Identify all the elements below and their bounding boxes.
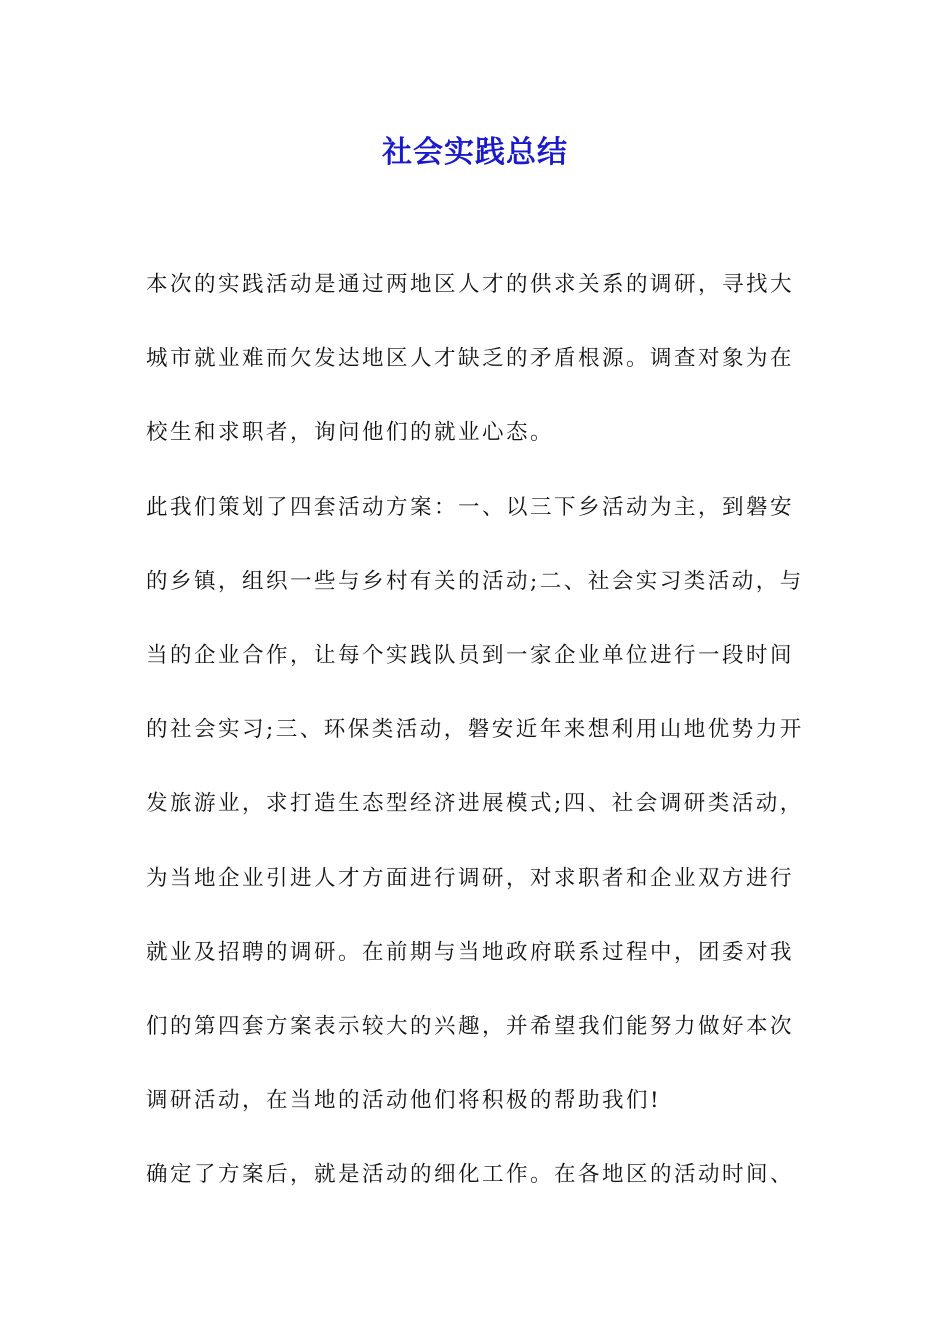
body-line: 们的第四套方案表示较大的兴趣，并希望我们能努力做好本次: [146, 1013, 795, 1039]
body-line: 确定了方案后，就是活动的细化工作。在各地区的活动时间、: [146, 1162, 795, 1188]
body-line: 调研活动，在当地的活动他们将积极的帮助我们!: [146, 1088, 662, 1114]
document-title: 社会实践总结: [382, 135, 568, 170]
body-line: 城市就业难而欠发达地区人才缺乏的矛盾根源。调查对象为在: [146, 346, 795, 372]
body-line: 的社会实习;三、环保类活动，磐安近年来想利用山地优势力开: [146, 717, 804, 743]
body-line: 为当地企业引进人才方面进行调研，对求职者和企业双方进行: [146, 865, 795, 891]
body-line: 就业及招聘的调研。在前期与当地政府联系过程中，团委对我: [146, 939, 795, 965]
body-line: 此我们策划了四套活动方案：一、以三下乡活动为主，到磐安: [146, 494, 795, 520]
body-line: 当的企业合作，让每个实践队员到一家企业单位进行一段时间: [146, 642, 795, 668]
body-line: 的乡镇，组织一些与乡村有关的活动;二、社会实习类活动，与: [146, 568, 804, 594]
body-line: 本次的实践活动是通过两地区人才的供求关系的调研，寻找大: [146, 272, 795, 297]
body-line: 发旅游业，求打造生态型经济进展模式;四、社会调研类活动，: [146, 791, 804, 817]
body-line: 校生和求职者，询问他们的就业心态。: [146, 420, 555, 446]
document-body: [146, 262, 806, 1226]
